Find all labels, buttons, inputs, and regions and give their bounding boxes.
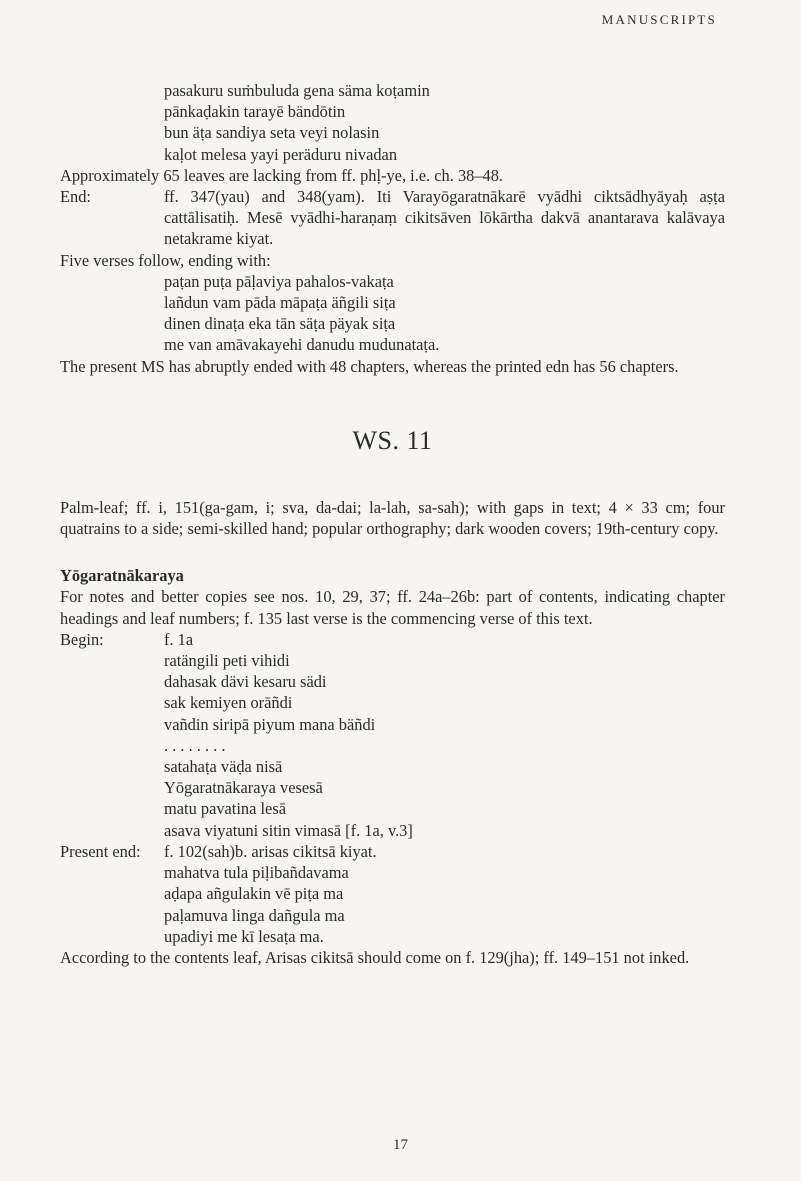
verse-line: me van amāvakayehi danudu mudunataṭa. [164, 335, 440, 355]
verse-line: matu pavatina lesā [164, 799, 286, 819]
page-body [60, 80, 725, 968]
verse-line: ratängili peti vihidi [164, 651, 290, 671]
verse-line: kaḷot melesa yayi peräduru nivadan [164, 144, 398, 164]
begin-block [60, 629, 725, 841]
verse-line: upadiyi me kī lesaṭa ma. [164, 926, 324, 946]
verse-line: lañdun vam pāda māpaṭa äñgili siṭa [164, 293, 396, 313]
verse-line: f. 1a [164, 629, 194, 649]
present-end-block [60, 841, 725, 947]
present-end-label: Present end: [60, 841, 141, 861]
shelfmark-heading: WS. 11 [352, 425, 433, 455]
work-notes: For notes and better copies see nos. 10, 29, 37; ff. 24a–26b: part of contents, indicating chapter headings and leaf numbers; f. 135 last verse is the commencing verse of this text. [60, 587, 725, 628]
work-title: Yōgaratnākaraya [60, 566, 184, 586]
verse-line: pānkaḍakin tarayē bändōtin [164, 102, 346, 122]
verse-block [60, 80, 725, 165]
five-verses-note: Five verses follow, ending with: [60, 250, 271, 270]
page-number: 17 [393, 1137, 408, 1153]
verse-line: asava viyatuni sitin vimasā [f. 1a, v.3] [164, 820, 413, 840]
verse-line: paṭan puṭa pāḷaviya pahalos-vakaṭa [164, 271, 394, 291]
begin-label: Begin: [60, 629, 104, 649]
verse-line: satahaṭa väḍa nisā [164, 757, 283, 777]
verse-block [60, 271, 725, 356]
verse-line: Yōgaratnākaraya vesesā [164, 778, 323, 798]
verse-line: vañdin siripā piyum mana bäñdi [164, 714, 376, 734]
end-text: ff. 347(yau) and 348(yam). Iti Varayōgaratnākarē vyādhi ciktsādhyāyaḥ aṣṭa cattālisatiḥ. Mesē vyādhi-haraṇaṃ cikitsāven lōkārtha dakvā anantarava kalāvaya netakrame kiyat. [164, 187, 725, 249]
verse-line: sak kemiyen orāñdi [164, 693, 293, 713]
verse-line: paḷamuva linga dañgula ma [164, 905, 345, 925]
verse-line: f. 102(sah)b. arisas cikitsā kiyat. [164, 841, 377, 861]
verse-line: bun äṭa sandiya seta veyi nolasin [164, 123, 380, 143]
closing-note: The present MS has abruptly ended with 48 chapters, whereas the printed edn has 56 chapters. [60, 356, 679, 376]
verse-line: aḍapa añgulakin vē piṭa ma [164, 884, 344, 904]
running-head: MANUSCRIPTS [601, 12, 717, 27]
lacking-note: Approximately 65 leaves are lacking from ff. phḷ-ye, i.e. ch. 38–48. [60, 165, 504, 185]
verse-line: dinen dinaṭa eka tān säṭa päyak siṭa [164, 314, 396, 334]
manuscript-description: Palm-leaf; ff. i, 151(ga-gam, i; sva, da-dai; la-lah, sa-sah); with gaps in text; 4 × 33 cm; four quatrains to a side; semi-skilled hand; popular orthography; dark wooden covers; 19th-century copy. [60, 497, 725, 539]
ellipsis-line: . . . . . . . . [164, 735, 226, 755]
verse-line: pasakuru suṁbuluda gena säma koṭamin [164, 81, 430, 100]
end-paragraph [60, 186, 725, 250]
verse-line: mahatva tula piḷibañdavama [164, 863, 349, 883]
end-label: End: [60, 187, 91, 207]
final-note: According to the contents leaf, Arisas cikitsā should come on f. 129(jha); ff. 149–151 not inked. [60, 947, 690, 967]
verse-line: dahasak dävi kesaru sädi [164, 672, 327, 692]
